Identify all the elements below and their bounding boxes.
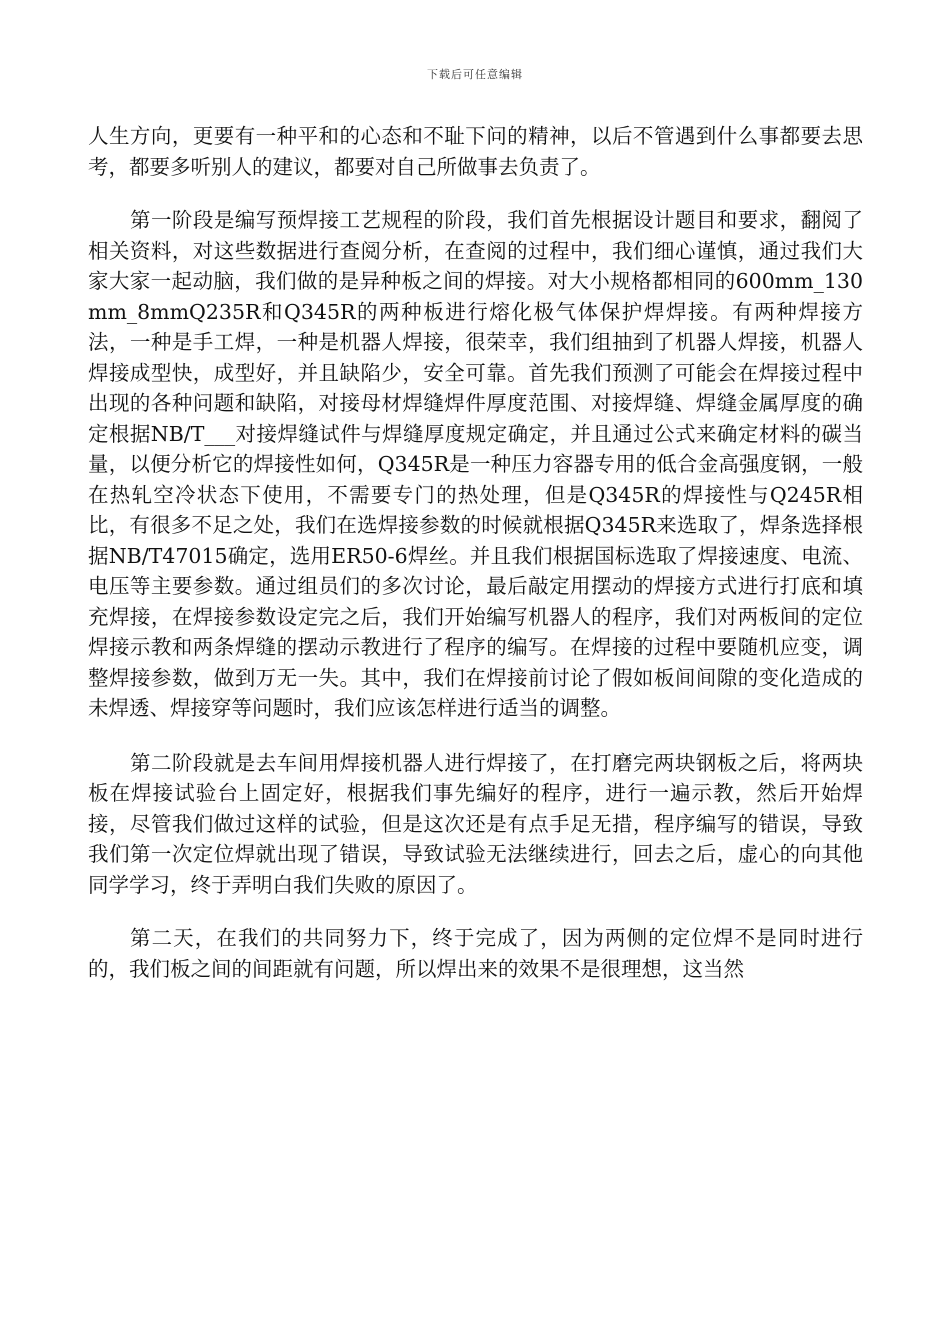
paragraph-4: 第二天，在我们的共同努力下，终于完成了，因为两侧的定位焊不是同时进行的，我们板之间的间距就有问题，所以焊出来的效果不是很理想，这当然 xyxy=(88,926,863,981)
paragraph-1: 人生方向，更要有一种平和的心态和不耻下问的精神，以后不管遇到什么事都要去思考，都要多听别人的建议，都要对自己所做事去负责了。 xyxy=(88,124,863,179)
page-header: 下载后可任意编辑 xyxy=(427,68,523,81)
document-body xyxy=(88,121,863,984)
paragraph-2: 第一阶段是编写预焊接工艺规程的阶段，我们首先根据设计题目和要求，翻阅了相关资料，对这些数据进行查阅分析，在查阅的过程中，我们细心谨慎，通过我们大家大家一起动脑，我们做的是异种板之间的焊接。对大小规格都相同的600mm_130mm_8mmQ235R和Q345R的两种板进行熔化极气体保护焊焊接。有两种焊接方法，一种是手工焊，一种是机器人焊接，很荣幸，我们组抽到了机器人焊接，机器人焊接成型快，成型好，并且缺陷少，安全可靠。首先我们预测了可能会在焊接过程中出现的各种问题和缺陷，对接母材焊缝焊件厚度范围、对接焊缝、焊缝金属厚度的确定根据NB/T___对接焊缝试件与焊缝厚度规定确定，并且通过公式来确定材料的碳当量，以便分析它的焊接性如何，Q345R是一种压力容器专用的低合金高强度钢，一般在热轧空冷状态下使用，不需要专门的热处理，但是Q345R的焊接性与Q245R相比，有很多不足之处，我们在选焊接参数的时候就根据Q345R来选取了，焊条选择根据NB/T47015确定，选用ER50-6焊丝。并且我们根据国标选取了焊接速度、电流、电压等主要参数。通过组员们的多次讨论，最后敲定用摆动的焊接方式进行打底和填充焊接，在焊接参数设定完之后，我们开始编写机器人的程序，我们对两板间的定位焊接示教和两条焊缝的摆动示教进行了程序的编写。在焊接的过程中要随机应变，调整焊接参数，做到万无一失。其中，我们在焊接前讨论了假如板间间隙的变化造成的未焊透、焊接穿等问题时，我们应该怎样进行适当的调整。 xyxy=(88,208,863,720)
paragraph-3: 第二阶段就是去车间用焊接机器人进行焊接了，在打磨完两块钢板之后，将两块板在焊接试验台上固定好，根据我们事先编好的程序，进行一遍示教，然后开始焊接，尽管我们做过这样的试验，但是这次还是有点手足无措，程序编写的错误，导致我们第一次定位焊就出现了错误，导致试验无法继续进行，回去之后，虚心的向其他同学学习，终于弄明白我们失败的原因了。 xyxy=(88,750,863,897)
